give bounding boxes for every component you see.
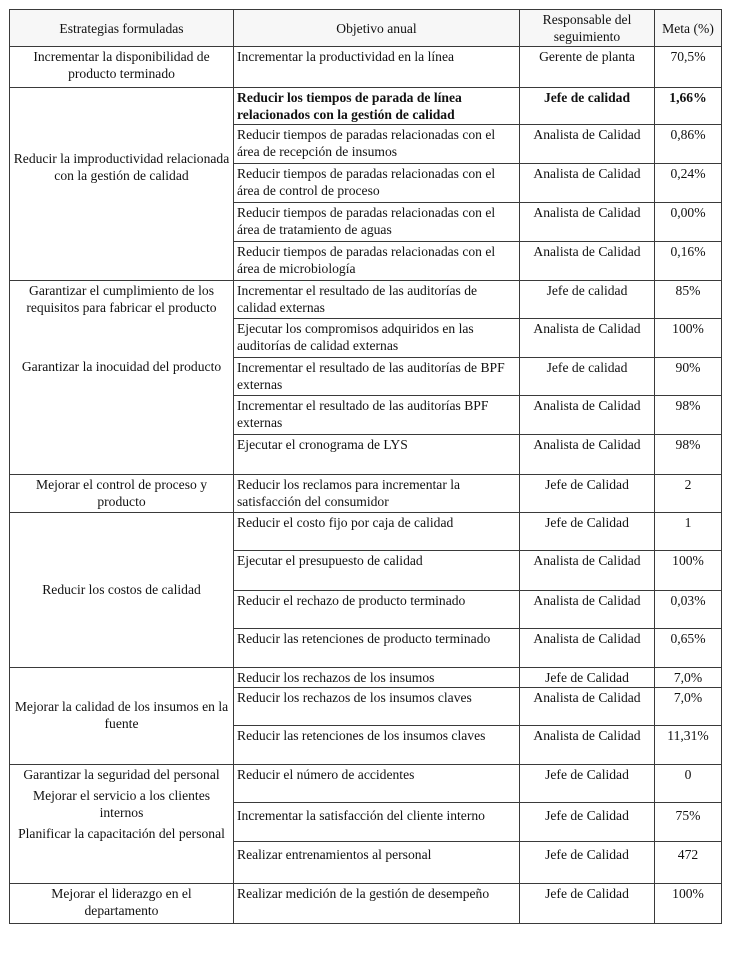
goal-cell: 0,24%	[655, 164, 722, 203]
goal-cell: 0,16%	[655, 242, 722, 281]
goal-cell: 2	[655, 475, 722, 513]
strategy-cell: Mejorar el servicio a los clientes internos	[32, 788, 211, 820]
responsible-cell: Analista de Calidad	[520, 629, 655, 668]
objective-cell: Incrementar el resultado de las auditorías de calidad externas	[234, 281, 520, 319]
strategy-cell-group	[10, 765, 234, 884]
objective-cell: Reducir tiempos de paradas relacionadas con el área de microbiología	[234, 242, 520, 281]
goal-cell: 472	[655, 842, 722, 884]
goal-cell: 0,65%	[655, 629, 722, 668]
objective-cell: Ejecutar el presupuesto de calidad	[234, 551, 520, 591]
objective-cell: Reducir los reclamos para incrementar la satisfacción del consumidor	[234, 475, 520, 513]
goal-cell: 98%	[655, 396, 722, 435]
goal-cell: 98%	[655, 435, 722, 475]
objective-cell: Incrementar el resultado de las auditorías BPF externas	[234, 396, 520, 435]
strategy-table	[9, 9, 722, 924]
goal-cell: 7,0%	[655, 668, 722, 688]
responsible-cell: Analista de Calidad	[520, 396, 655, 435]
goal-cell: 0,00%	[655, 203, 722, 242]
responsible-cell: Analista de Calidad	[520, 164, 655, 203]
responsible-cell: Analista de Calidad	[520, 242, 655, 281]
strategy-cell: Planificar la capacitación del personal	[18, 826, 225, 841]
responsible-cell: Jefe de Calidad	[520, 475, 655, 513]
goal-cell: 100%	[655, 319, 722, 358]
responsible-cell: Analista de Calidad	[520, 551, 655, 591]
goal-cell: 100%	[655, 551, 722, 591]
objective-cell: Reducir tiempos de paradas relacionadas con el área de tratamiento de aguas	[234, 203, 520, 242]
responsible-cell: Jefe de Calidad	[520, 513, 655, 551]
objective-cell: Reducir el costo fijo por caja de calidad	[234, 513, 520, 551]
strategy-cell: Mejorar el control de proceso y producto	[10, 475, 234, 513]
strategy-cell: Mejorar la calidad de los insumos en la fuente	[10, 668, 234, 765]
strategy-cell: Reducir la improductividad relacionada con la gestión de calidad	[10, 88, 234, 281]
table-row	[10, 47, 722, 88]
header-responsible: Responsable del seguimiento	[520, 10, 655, 47]
objective-cell: Reducir los rechazos de los insumos	[234, 668, 520, 688]
objective-cell: Reducir las retenciones de producto terminado	[234, 629, 520, 668]
strategy-cell: Reducir los costos de calidad	[10, 513, 234, 668]
goal-cell: 1,66%	[655, 88, 722, 125]
responsible-cell: Analista de Calidad	[520, 203, 655, 242]
responsible-cell: Jefe de Calidad	[520, 842, 655, 884]
responsible-cell: Jefe de Calidad	[520, 668, 655, 688]
goal-cell: 75%	[655, 803, 722, 842]
goal-cell: 0,86%	[655, 125, 722, 164]
objective-cell: Realizar medición de la gestión de desempeño	[234, 884, 520, 924]
goal-cell: 100%	[655, 884, 722, 924]
responsible-cell: Jefe de Calidad	[520, 803, 655, 842]
objective-cell: Reducir tiempos de paradas relacionadas con el área de recepción de insumos	[234, 125, 520, 164]
table-row	[10, 884, 722, 924]
responsible-cell: Jefe de calidad	[520, 281, 655, 319]
goal-cell: 0	[655, 765, 722, 803]
strategy-cell: Garantizar la seguridad del personal	[23, 767, 220, 782]
goal-cell: 70,5%	[655, 47, 722, 88]
strategy-cell-group	[10, 281, 234, 475]
strategy-cell: Incrementar la disponibilidad de producto terminado	[10, 47, 234, 88]
objective-cell: Reducir los tiempos de parada de línea relacionados con la gestión de calidad	[234, 88, 520, 125]
objective-cell: Reducir el número de accidentes	[234, 765, 520, 803]
responsible-cell: Analista de Calidad	[520, 435, 655, 475]
objective-cell: Reducir los rechazos de los insumos claves	[234, 688, 520, 726]
goal-cell: 1	[655, 513, 722, 551]
goal-cell: 90%	[655, 358, 722, 396]
responsible-cell: Jefe de calidad	[520, 88, 655, 125]
table-row	[10, 765, 722, 803]
objective-cell: Incrementar el resultado de las auditorías de BPF externas	[234, 358, 520, 396]
strategy-cell: Mejorar el liderazgo en el departamento	[10, 884, 234, 924]
objective-cell: Ejecutar el cronograma de LYS	[234, 435, 520, 475]
header-strategies: Estrategias formuladas	[10, 10, 234, 47]
table-row	[10, 668, 722, 688]
objective-cell: Reducir el rechazo de producto terminado	[234, 591, 520, 629]
goal-cell: 85%	[655, 281, 722, 319]
objective-cell: Incrementar la satisfacción del cliente interno	[234, 803, 520, 842]
responsible-cell: Jefe de Calidad	[520, 765, 655, 803]
table-row	[10, 475, 722, 513]
responsible-cell: Analista de Calidad	[520, 591, 655, 629]
header-objective: Objetivo anual	[234, 10, 520, 47]
responsible-cell: Gerente de planta	[520, 47, 655, 88]
responsible-cell: Jefe de calidad	[520, 358, 655, 396]
responsible-cell: Analista de Calidad	[520, 319, 655, 358]
goal-cell: 11,31%	[655, 726, 722, 765]
objective-cell: Realizar entrenamientos al personal	[234, 842, 520, 884]
table-row	[10, 513, 722, 551]
objective-cell: Reducir tiempos de paradas relacionadas con el área de control de proceso	[234, 164, 520, 203]
responsible-cell: Analista de Calidad	[520, 726, 655, 765]
table-row	[10, 281, 722, 319]
goal-cell: 7,0%	[655, 688, 722, 726]
responsible-cell: Analista de Calidad	[520, 688, 655, 726]
responsible-cell: Jefe de Calidad	[520, 884, 655, 924]
strategy-cell: Garantizar el cumplimiento de los requisitos para fabricar el producto	[26, 283, 217, 315]
strategy-cell: Garantizar la inocuidad del producto	[21, 359, 222, 374]
objective-cell: Ejecutar los compromisos adquiridos en las auditorías de calidad externas	[234, 319, 520, 358]
goal-cell: 0,03%	[655, 591, 722, 629]
objective-cell: Incrementar la productividad en la línea	[234, 47, 520, 88]
strategy-table-page	[9, 9, 721, 924]
table-row	[10, 88, 722, 125]
header-row	[10, 10, 722, 47]
header-goal: Meta (%)	[655, 10, 722, 47]
responsible-cell: Analista de Calidad	[520, 125, 655, 164]
objective-cell: Reducir las retenciones de los insumos claves	[234, 726, 520, 765]
